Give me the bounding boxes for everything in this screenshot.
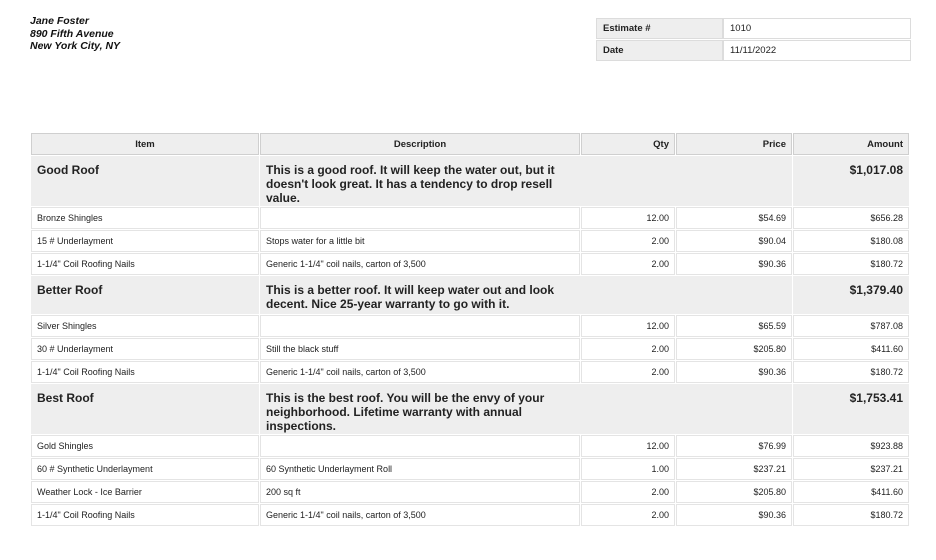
line-item: Weather Lock - Ice Barrier (31, 481, 259, 503)
estimate-number-value: 1010 (723, 18, 911, 39)
column-header-price: Price (676, 133, 792, 155)
line-price: $90.04 (676, 230, 792, 252)
line-amount: $180.08 (793, 230, 909, 252)
line-description: Stops water for a little bit (260, 230, 580, 252)
line-amount: $411.60 (793, 481, 909, 503)
table-row (31, 481, 909, 503)
line-amount: $787.08 (793, 315, 909, 337)
estimate-number-row (596, 18, 911, 39)
line-amount: $656.28 (793, 207, 909, 229)
line-description (260, 315, 580, 337)
line-price: $90.36 (676, 504, 792, 526)
group-row-best-roof (31, 384, 909, 434)
estimate-date-value: 11/11/2022 (723, 40, 911, 61)
line-qty: 12.00 (581, 315, 675, 337)
line-description (260, 207, 580, 229)
line-item: Gold Shingles (31, 435, 259, 457)
table-row (31, 361, 909, 383)
line-description: Generic 1-1/4" coil nails, carton of 3,500 (260, 504, 580, 526)
estimate-meta-table (596, 17, 911, 62)
group-title: Better Roof (31, 276, 259, 314)
line-amount: $237.21 (793, 458, 909, 480)
table-row (31, 504, 909, 526)
line-price: $237.21 (676, 458, 792, 480)
line-item: Silver Shingles (31, 315, 259, 337)
line-qty: 1.00 (581, 458, 675, 480)
estimate-date-label: Date (596, 40, 723, 61)
line-item: 15 # Underlayment (31, 230, 259, 252)
group-title: Good Roof (31, 156, 259, 206)
line-price: $54.69 (676, 207, 792, 229)
line-item: Bronze Shingles (31, 207, 259, 229)
table-row (31, 230, 909, 252)
group-total: $1,017.08 (793, 156, 909, 206)
estimate-date-row (596, 40, 911, 61)
line-qty: 2.00 (581, 504, 675, 526)
line-qty: 12.00 (581, 207, 675, 229)
line-qty: 12.00 (581, 435, 675, 457)
line-qty: 2.00 (581, 253, 675, 275)
line-price: $90.36 (676, 253, 792, 275)
column-header-qty: Qty (581, 133, 675, 155)
group-description: This is a good roof. It will keep the water out, but it doesn't look great. It has a tendency to drop resell value. (260, 156, 792, 206)
column-header-item: Item (31, 133, 259, 155)
line-qty: 2.00 (581, 338, 675, 360)
line-description: 60 Synthetic Underlayment Roll (260, 458, 580, 480)
line-description: Still the black stuff (260, 338, 580, 360)
estimate-number-label: Estimate # (596, 18, 723, 39)
line-amount: $180.72 (793, 253, 909, 275)
table-row (31, 458, 909, 480)
group-title: Best Roof (31, 384, 259, 434)
table-row (31, 435, 909, 457)
line-price: $205.80 (676, 481, 792, 503)
line-qty: 2.00 (581, 481, 675, 503)
line-items-table (30, 132, 910, 527)
line-price: $90.36 (676, 361, 792, 383)
line-amount: $411.60 (793, 338, 909, 360)
line-price: $205.80 (676, 338, 792, 360)
line-item: 1-1/4" Coil Roofing Nails (31, 504, 259, 526)
column-header-description: Description (260, 133, 580, 155)
line-qty: 2.00 (581, 361, 675, 383)
line-item: 1-1/4" Coil Roofing Nails (31, 361, 259, 383)
table-row (31, 338, 909, 360)
line-amount: $180.72 (793, 504, 909, 526)
table-row (31, 315, 909, 337)
line-price: $76.99 (676, 435, 792, 457)
group-description: This is the best roof. You will be the envy of your neighborhood. Lifetime warranty with annual inspections. (260, 384, 792, 434)
customer-address (30, 15, 120, 53)
group-total: $1,379.40 (793, 276, 909, 314)
column-header-amount: Amount (793, 133, 909, 155)
line-qty: 2.00 (581, 230, 675, 252)
group-total: $1,753.41 (793, 384, 909, 434)
line-description: 200 sq ft (260, 481, 580, 503)
line-description: Generic 1-1/4" coil nails, carton of 3,500 (260, 253, 580, 275)
table-row (31, 253, 909, 275)
line-item: 30 # Underlayment (31, 338, 259, 360)
table-header-row (31, 133, 909, 155)
line-description (260, 435, 580, 457)
line-amount: $923.88 (793, 435, 909, 457)
customer-city: New York City, NY (30, 40, 121, 52)
group-description: This is a better roof. It will keep water out and look decent. Nice 25-year warranty to go with it. (260, 276, 792, 314)
customer-name: Jane Foster (30, 15, 89, 27)
line-price: $65.59 (676, 315, 792, 337)
line-description: Generic 1-1/4" coil nails, carton of 3,500 (260, 361, 580, 383)
group-row-good-roof (31, 156, 909, 206)
line-item: 60 # Synthetic Underlayment (31, 458, 259, 480)
customer-street: 890 Fifth Avenue (30, 27, 114, 40)
table-row (31, 207, 909, 229)
line-amount: $180.72 (793, 361, 909, 383)
line-item: 1-1/4" Coil Roofing Nails (31, 253, 259, 275)
group-row-better-roof (31, 276, 909, 314)
